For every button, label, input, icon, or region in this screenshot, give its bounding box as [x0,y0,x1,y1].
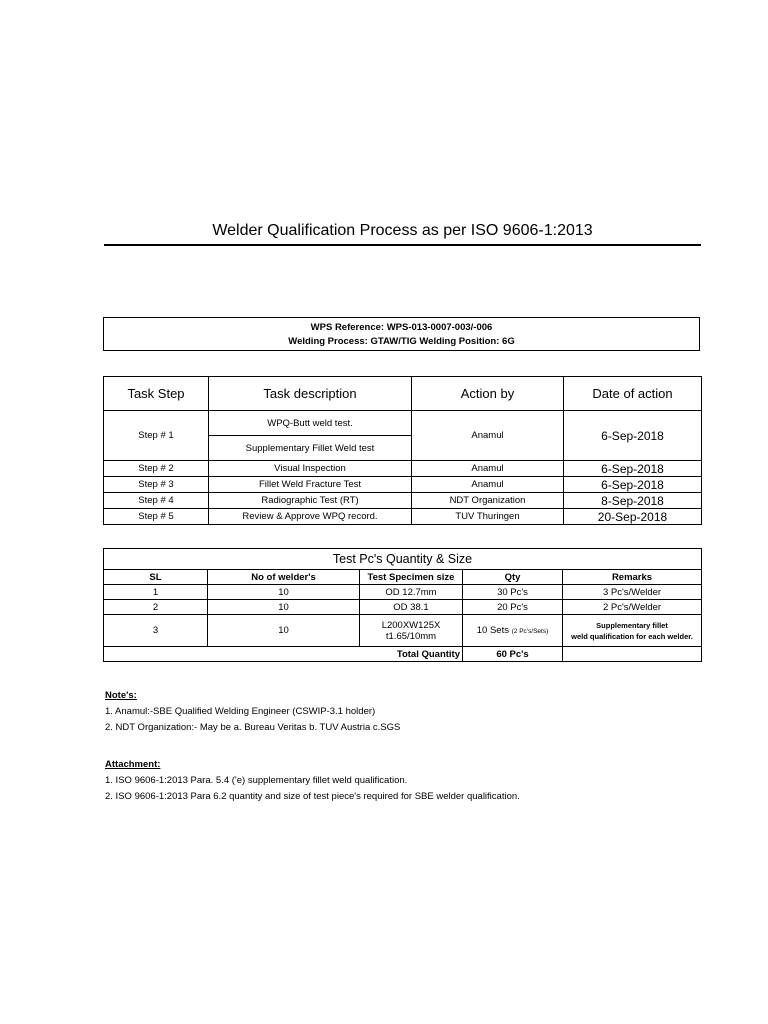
step-cell: Step # 5 [104,509,209,525]
header-qty: Qty [463,570,563,585]
table-row [104,585,702,600]
total-value: 60 Pc's [463,647,563,662]
remarks-line: Supplementary fillet [596,620,668,630]
header-sl: SL [104,570,208,585]
wps-reference: WPS Reference: WPS-013-0007-003/-006 [310,322,493,333]
qty-cell [463,615,563,647]
table-row [104,493,702,509]
header-task-description: Task description [209,377,412,411]
quantity-table-title-row [104,549,702,570]
date-cell: 8-Sep-2018 [564,493,702,509]
description-cell: Radiographic Test (RT) [209,493,412,509]
note-item: 2. NDT Organization:- May be a. Bureau Veritas b. TUV Austria c.SGS [105,722,401,733]
date-cell: 20-Sep-2018 [564,509,702,525]
action-cell: Anamul [412,477,564,493]
quantity-table-header [104,570,702,585]
step-cell: Step # 3 [104,477,209,493]
description-cell: Visual Inspection [209,461,412,477]
date-cell: 6-Sep-2018 [564,461,702,477]
table-row [104,461,702,477]
notes-section [105,688,400,736]
table-row [104,477,702,493]
header-remarks: Remarks [563,570,702,585]
size-line: L200XW125X [381,619,441,631]
total-row [104,647,702,662]
sl-cell: 1 [104,585,208,600]
size-cell: OD 38.1 [360,600,463,615]
remarks-cell [563,615,702,647]
total-label: Total Quantity [104,647,463,662]
qty-cell: 30 Pc's [463,585,563,600]
task-table-header [104,377,702,411]
step-cell: Step # 1 [104,411,209,461]
description-cell: Fillet Weld Fracture Test [209,477,412,493]
header-no-of-welders: No of welder's [208,570,360,585]
welders-cell: 10 [208,600,360,615]
wps-info-box [103,317,700,351]
note-item: 1. Anamul:-SBE Qualified Welding Engineer (CSWIP-3.1 holder) [105,706,376,717]
header-test-specimen-size: Test Specimen size [360,570,463,585]
attachment-heading: Attachment: [105,759,161,770]
table-row [104,615,702,647]
header-action-by: Action by [412,377,564,411]
description-cell: Review & Approve WPQ record. [209,509,412,525]
table-row [104,600,702,615]
action-cell: TUV Thuringen [412,509,564,525]
qty-note: (2 Pc's/Sets) [511,628,549,635]
action-cell: Anamul [412,461,564,477]
description-cell: Supplementary Fillet Weld test [209,436,412,461]
task-table [103,376,702,525]
size-cell: OD 12.7mm [360,585,463,600]
notes-heading: Note's: [105,690,137,701]
qty-value: 10 Sets [476,625,509,636]
header-date-of-action: Date of action [564,377,702,411]
welding-process: Welding Process: GTAW/TIG Welding Position: 6G [288,336,515,347]
remarks-cell: 2 Pc's/Welder [563,600,702,615]
total-empty-cell [563,647,702,662]
remarks-line: weld qualification for each welder. [571,631,693,641]
header-task-step: Task Step [104,377,209,411]
action-cell: Anamul [412,411,564,461]
attachment-item: 1. ISO 9606-1:2013 Para. 5.4 ('e) supplementary fillet weld qualification. [105,775,408,786]
quantity-table-title: Test Pc's Quantity & Size [104,549,702,570]
attachment-section [105,757,520,805]
size-line: t1.65/10mm [385,630,437,642]
document-title: Welder Qualification Process as per ISO 9606-1:2013 [104,218,701,246]
description-cell: WPQ-Butt weld test. [209,411,412,436]
table-row [104,411,702,436]
quantity-table [103,548,702,662]
sl-cell: 3 [104,615,208,647]
sl-cell: 2 [104,600,208,615]
size-cell [360,615,463,647]
qty-cell: 20 Pc's [463,600,563,615]
step-cell: Step # 4 [104,493,209,509]
date-cell: 6-Sep-2018 [564,411,702,461]
step-cell: Step # 2 [104,461,209,477]
table-row [104,509,702,525]
welders-cell: 10 [208,585,360,600]
attachment-item: 2. ISO 9606-1:2013 Para 6.2 quantity and size of test piece's required for SBE welder qualification. [105,791,520,802]
remarks-cell: 3 Pc's/Welder [563,585,702,600]
action-cell: NDT Organization [412,493,564,509]
welders-cell: 10 [208,615,360,647]
date-cell: 6-Sep-2018 [564,477,702,493]
